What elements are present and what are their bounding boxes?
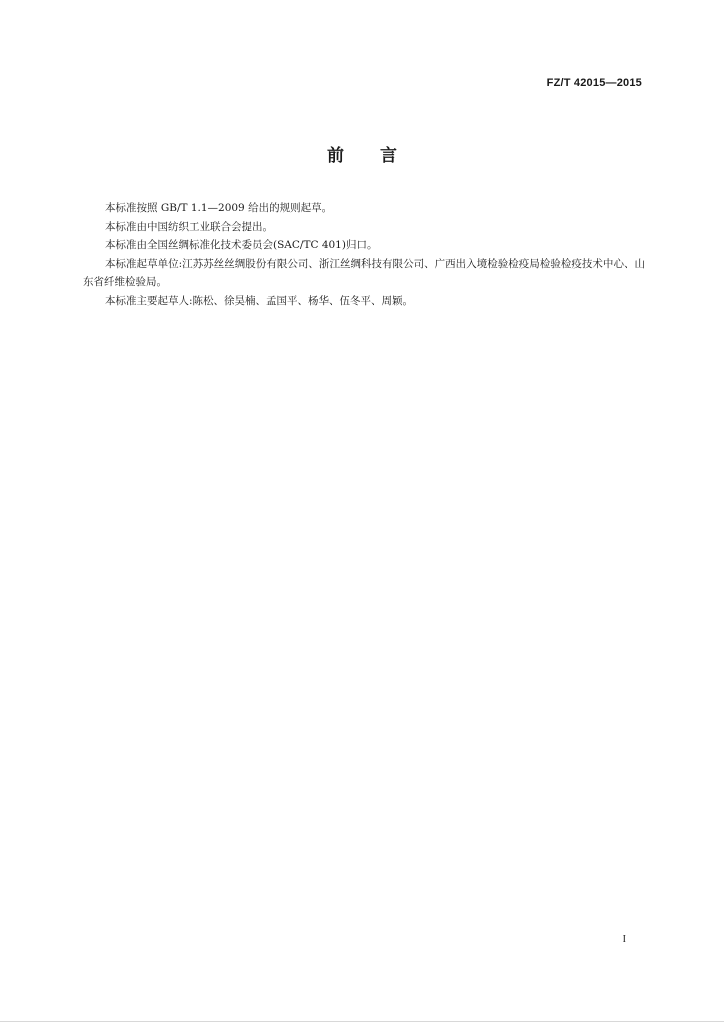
paragraph-responsible-committee: 本标准由全国丝绸标准化技术委员会(SAC/TC 401)归口。 [105, 239, 378, 252]
foreword-body [83, 199, 645, 311]
page-title [0, 141, 724, 166]
paragraph-drafting-units: 本标准起草单位:江苏苏丝丝绸股份有限公司、浙江丝绸科技有限公司、广西出入境检验检疫局检验检疫技术中心、山东省纤维检验局。 [83, 257, 645, 289]
paragraph-main-drafters: 本标准主要起草人:陈松、徐昊楠、孟国平、杨华、伍冬平、周颖。 [105, 294, 414, 307]
bottom-divider [0, 1021, 724, 1022]
page-number: I [622, 934, 626, 945]
standard-code: FZ/T 42015—2015 [546, 77, 642, 89]
paragraph-drafting-rules: 本标准按照 GB/T 1.1—2009 给出的规则起草。 [105, 202, 333, 214]
title-part-2: 言 [380, 146, 397, 166]
paragraph-proposer: 本标准由中国纺织工业联合会提出。 [105, 220, 273, 233]
title-part-1: 前 [327, 146, 344, 166]
